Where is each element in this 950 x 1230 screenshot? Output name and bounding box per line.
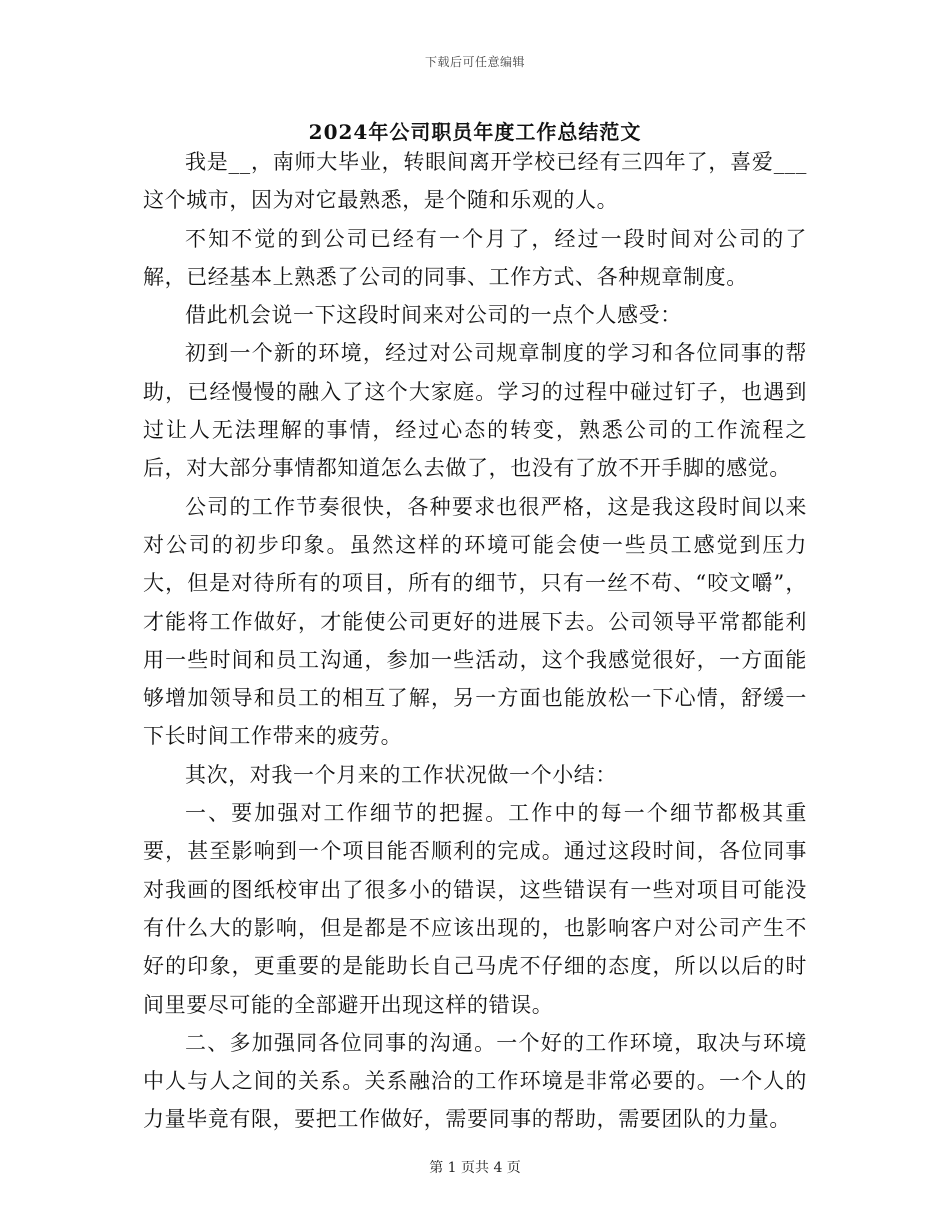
page-header-note: 下载后可任意编辑 <box>424 55 525 69</box>
paragraph-intro: 我是__，南师大毕业，转眼间离开学校已经有三四年了，喜爱___这个城市，因为对它最熟悉，是个随和乐观的人。 <box>143 150 807 213</box>
document-body <box>143 143 807 1139</box>
paragraph-new-environment: 初到一个新的环境，经过对公司规章制度的学习和各位同事的帮助，已经慢慢的融入了这个大家庭。学习的过程中碰过钉子，也遇到过让人无法理解的事情，经过心态的转变，熟悉公司的工作流程之后，对大部分事情都知道怎么去做了，也没有了放不开手脚的感觉。 <box>143 341 807 481</box>
paragraph-summary-intro: 其次，对我一个月来的工作状况做一个小结： <box>185 762 617 787</box>
paragraph-point-one: 一、要加强对工作细节的把握。工作中的每一个细节都极其重要，甚至影响到一个项目能否顺利的完成。通过这段时间，各位同事对我画的图纸校审出了很多小的错误，这些错误有一些对项目可能没有什么大的影响，但是都是不应该出现的，也影响客户对公司产生不好的印象，更重要的是能助长自己马虎不仔细的态度，所以以后的时间里要尽可能的全部避开出现这样的错误。 <box>143 801 807 1017</box>
page-number-footer: 第 1 页共 4 页 <box>429 1160 521 1176</box>
paragraph-one-month: 不知不觉的到公司已经有一个月了，经过一段时间对公司的了解，已经基本上熟悉了公司的同事、工作方式、各种规章制度。 <box>143 226 807 289</box>
paragraph-point-two: 二、多加强同各位同事的沟通。一个好的工作环境，取决与环境中人与人之间的关系。关系融洽的工作环境是非常必要的。一个人的力量毕竟有限，要把工作做好，需要同事的帮助，需要团队的力量。 <box>143 1030 807 1132</box>
document-title: 2024年公司职员年度工作总结范文 <box>308 120 642 144</box>
paragraph-work-pace: 公司的工作节奏很快，各种要求也很严格，这是我这段时间以来对公司的初步印象。虽然这样的环境可能会使一些员工感觉到压力大，但是对待所有的项目，所有的细节，只有一丝不苟、“咬文嚼”，才能将工作做好，才能使公司更好的进展下去。公司领导平常都能利用一些时间和员工沟通，参加一些活动，这个我感觉很好，一方面能够增加领导和员工的相互了解，另一方面也能放松一下心情，舒缓一下长时间工作带来的疲劳。 <box>143 494 807 749</box>
paragraph-feelings-intro: 借此机会说一下这段时间来对公司的一点个人感受： <box>185 303 682 328</box>
